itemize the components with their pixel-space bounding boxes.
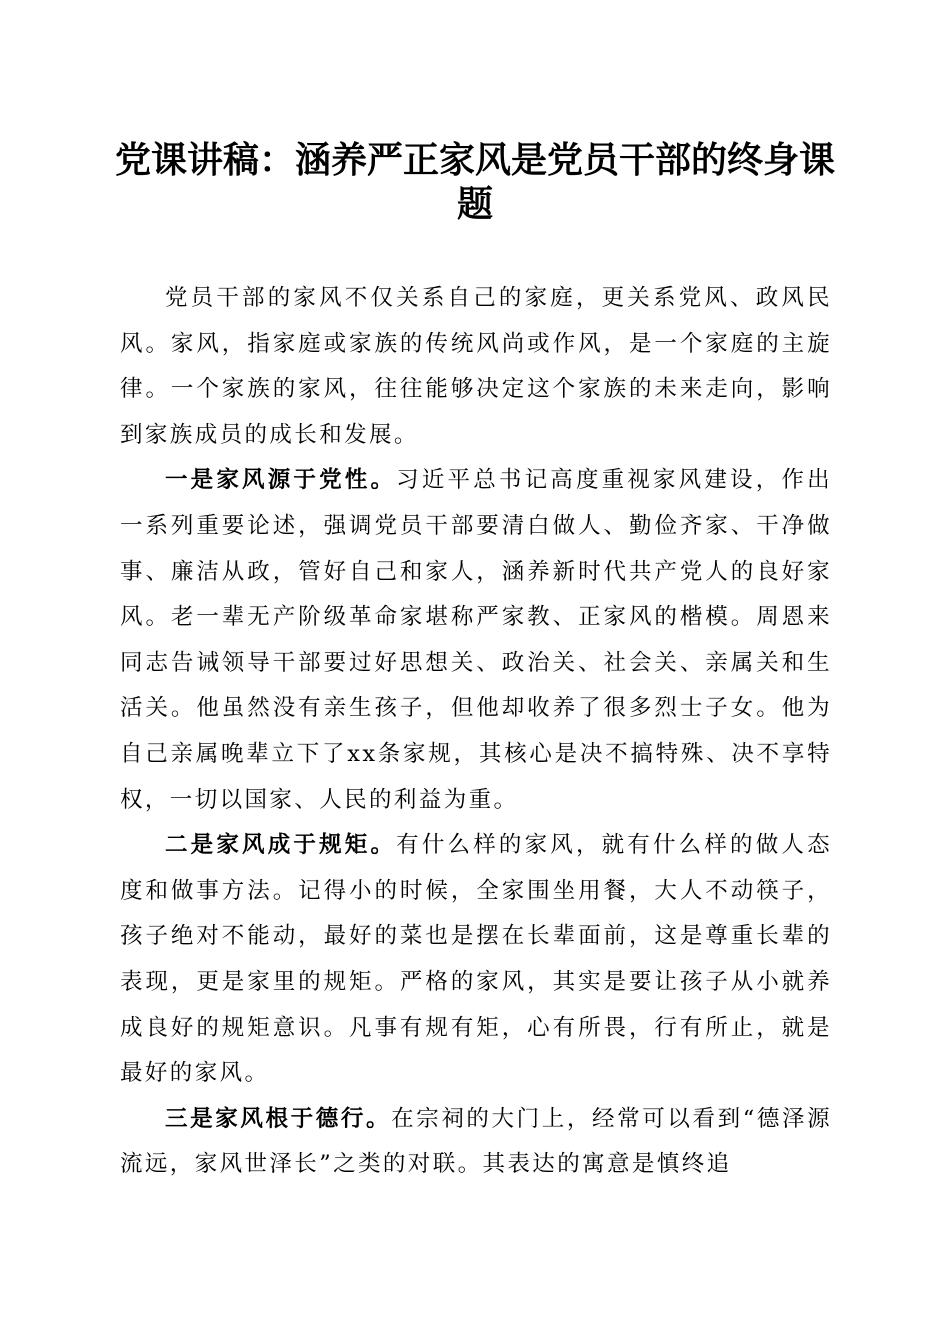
document-title: 党课讲稿：涵养严正家风是党员干部的终身课题: [114, 139, 835, 225]
paragraph-point-two: [120, 823, 832, 1097]
paragraph-lead: 三是家风根于德行。: [165, 1105, 392, 1132]
paragraph-point-three: [120, 1097, 832, 1188]
paragraph-text: 习近平总书记高度重视家风建设，作出一系列重要论述，强调党员干部要清白做人、勤俭齐家、干净做事、廉洁从政，管好自己和家人，涵养新时代共产党人的良好家风。老一辈无产阶级革命家堪称严家教、正家风的楷模。周恩来同志告诫领导干部要过好思想关、政治关、社会关、亲属关和生活关。他虽然没有亲生孩子，但他却收养了很多烈士子女。他为自己亲属晚辈立下了xx条家规，其核心是决不搞特殊、决不享特权，一切以国家、人民的利益为重。: [120, 467, 832, 813]
paragraph-text: 在宗祠的大门上，经常可以看到“德泽源流远，家风世泽长”之类的对联。其表达的寓意是慎终追: [120, 1105, 832, 1178]
paragraph-lead: 二是家风成于规矩。: [165, 832, 397, 859]
document-body: [120, 276, 832, 1188]
paragraph-text: 有什么样的家风，就有什么样的做人态度和做事方法。记得小的时候，全家围坐用餐，大人不动筷子，孩子绝对不能动，最好的菜也是摆在长辈面前，这是尊重长辈的表现，更是家里的规矩。严格的家风，其实是要让孩子从小就养成良好的规矩意识。凡事有规有矩，心有所畏，行有所止，就是最好的家风。: [120, 832, 832, 1087]
paragraph-point-one: [120, 458, 832, 823]
paragraph-lead: 一是家风源于党性。: [165, 467, 397, 494]
paragraph-text: 党员干部的家风不仅关系自己的家庭，更关系党风、政风民风。家风，指家庭或家族的传统风尚或作风，是一个家庭的主旋律。一个家族的家风，往往能够决定这个家族的未来走向，影响到家族成员的成长和发展。: [120, 285, 832, 448]
paragraph-intro: [120, 276, 832, 458]
